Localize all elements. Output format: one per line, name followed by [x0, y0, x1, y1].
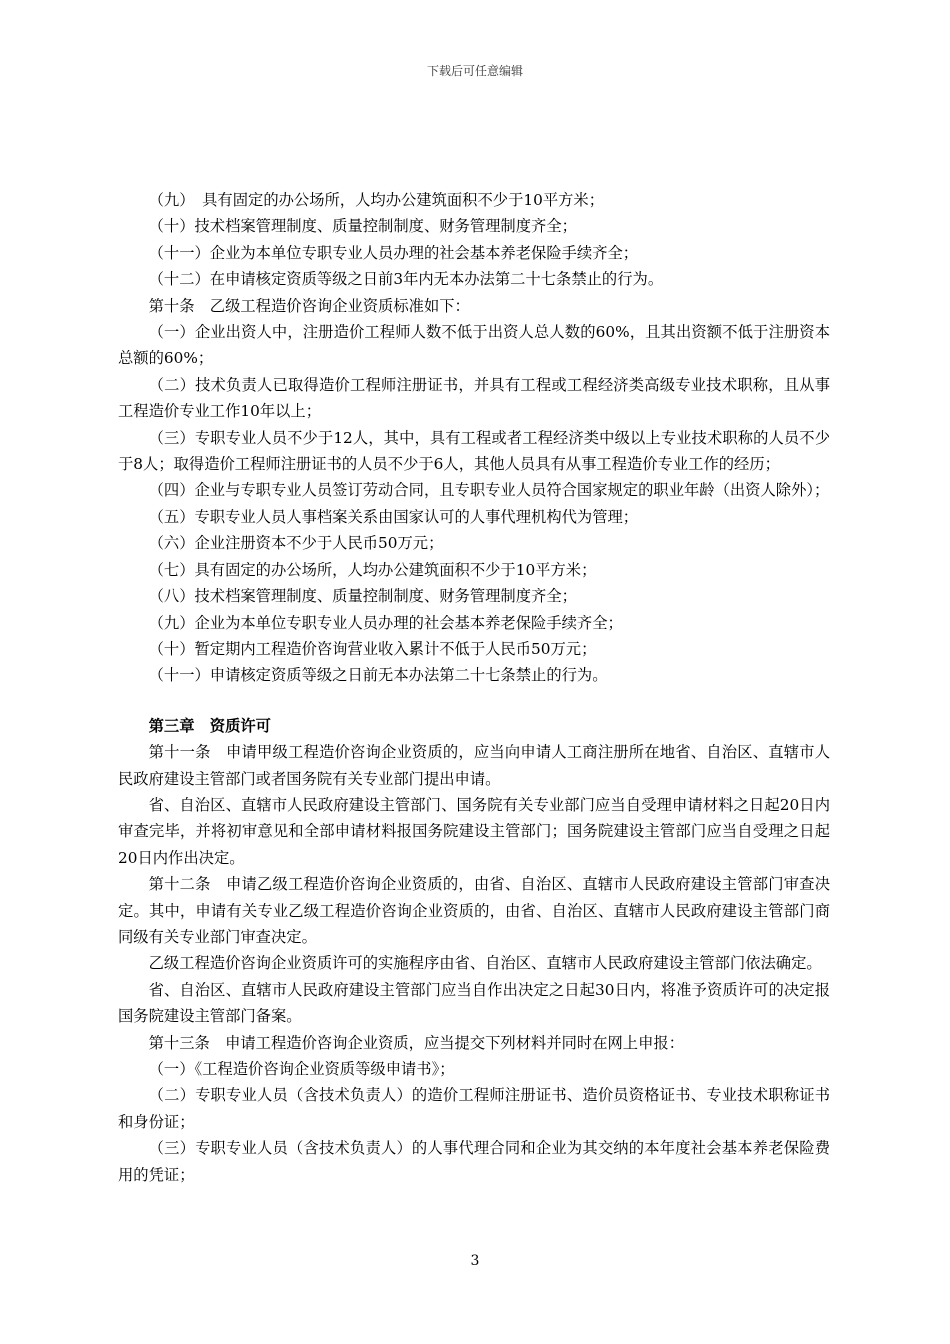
- chapter-heading: 第三章 资质许可: [148, 716, 271, 735]
- paragraph: （一）企业出资人中，注册造价工程师人数不低于出资人总人数的60%，且其出资额不低于注册资本总额的60%；: [118, 323, 830, 368]
- paragraph: 第十一条 申请甲级工程造价咨询企业资质的，应当向申请人工商注册所在地省、自治区、直辖市人民政府建设主管部门或者国务院有关专业部门提出申请。: [118, 743, 830, 788]
- paragraph: （十一）申请核定资质等级之日前无本办法第二十七条禁止的行为。: [148, 666, 608, 685]
- paragraph: （一）《工程造价咨询企业资质等级申请书》；: [148, 1060, 455, 1078]
- paragraph: 第十三条 申请工程造价咨询企业资质，应当提交下列材料并同时在网上申报：: [148, 1033, 684, 1052]
- paragraph: （十二）在申请核定资质等级之日前3年内无本办法第二十七条禁止的行为。: [148, 270, 664, 289]
- paragraph: 乙级工程造价咨询企业资质许可的实施程序由省、自治区、直辖市人民政府建设主管部门依法确定。: [148, 954, 822, 973]
- paragraph: 第十二条 申请乙级工程造价咨询企业资质的，由省、自治区、直辖市人民政府建设主管部门审查决定。其中，申请有关专业乙级工程造价咨询企业资质的，由省、自治区、直辖市人民政府建设主管部门商同级有关专业部门审查决定。: [118, 875, 830, 946]
- paragraph: （八）技术档案管理制度、质量控制制度、财务管理制度齐全；: [148, 587, 577, 606]
- paragraph: （五）专职专业人员人事档案关系由国家认可的人事代理机构代为管理；: [148, 507, 639, 526]
- page-header: 下载后可任意编辑: [426, 64, 523, 78]
- paragraph: （十）技术档案管理制度、质量控制制度、财务管理制度齐全；: [148, 217, 577, 236]
- paragraph: （六）企业注册资本不少于人民币50万元；: [148, 534, 444, 553]
- section-gap: [118, 689, 830, 713]
- paragraph: （十）暂定期内工程造价咨询营业收入累计不低于人民币50万元；: [148, 639, 597, 658]
- page-number: 3: [470, 1253, 480, 1269]
- paragraph: 第十条 乙级工程造价咨询企业资质标准如下：: [148, 296, 470, 315]
- paragraph: （十一）企业为本单位专职专业人员办理的社会基本养老保险手续齐全；: [148, 243, 639, 262]
- paragraph: （三）专职专业人员（含技术负责人）的人事代理合同和企业为其交纳的本年度社会基本养老保险费用的凭证；: [118, 1139, 830, 1184]
- paragraph: 省、自治区、直辖市人民政府建设主管部门、国务院有关专业部门应当自受理申请材料之日起20日内审查完毕，并将初审意见和全部申请材料报国务院建设主管部门；国务院建设主管部门应当自受理之日起20日内作出决定。: [118, 795, 830, 867]
- document-body: [118, 187, 830, 1188]
- paragraph: （二）专职专业人员（含技术负责人）的造价工程师注册证书、造价员资格证书、专业技术职称证书和身份证；: [118, 1086, 830, 1131]
- paragraph: （七）具有固定的办公场所，人均办公建筑面积不少于10平方米；: [148, 560, 597, 579]
- paragraph: （二）技术负责人已取得造价工程师注册证书，并具有工程或工程经济类高级专业技术职称，且从事工程造价专业工作10年以上；: [118, 375, 830, 421]
- paragraph: （三）专职专业人员不少于12人，其中，具有工程或者工程经济类中级以上专业技术职称的人员不少于8人；取得造价工程师注册证书的人员不少于6人，其他人员具有从事工程造价专业工作的经历；: [118, 428, 830, 474]
- paragraph: （九）企业为本单位专职专业人员办理的社会基本养老保险手续齐全；: [148, 613, 623, 632]
- paragraph: （四）企业与专职专业人员签订劳动合同，且专职专业人员符合国家规定的职业年龄（出资人除外）；: [148, 481, 830, 500]
- paragraph: （九） 具有固定的办公场所，人均办公建筑面积不少于10平方米；: [148, 191, 605, 209]
- paragraph: 省、自治区、直辖市人民政府建设主管部门应当自作出决定之日起30日内，将准予资质许可的决定报国务院建设主管部门备案。: [118, 980, 830, 1026]
